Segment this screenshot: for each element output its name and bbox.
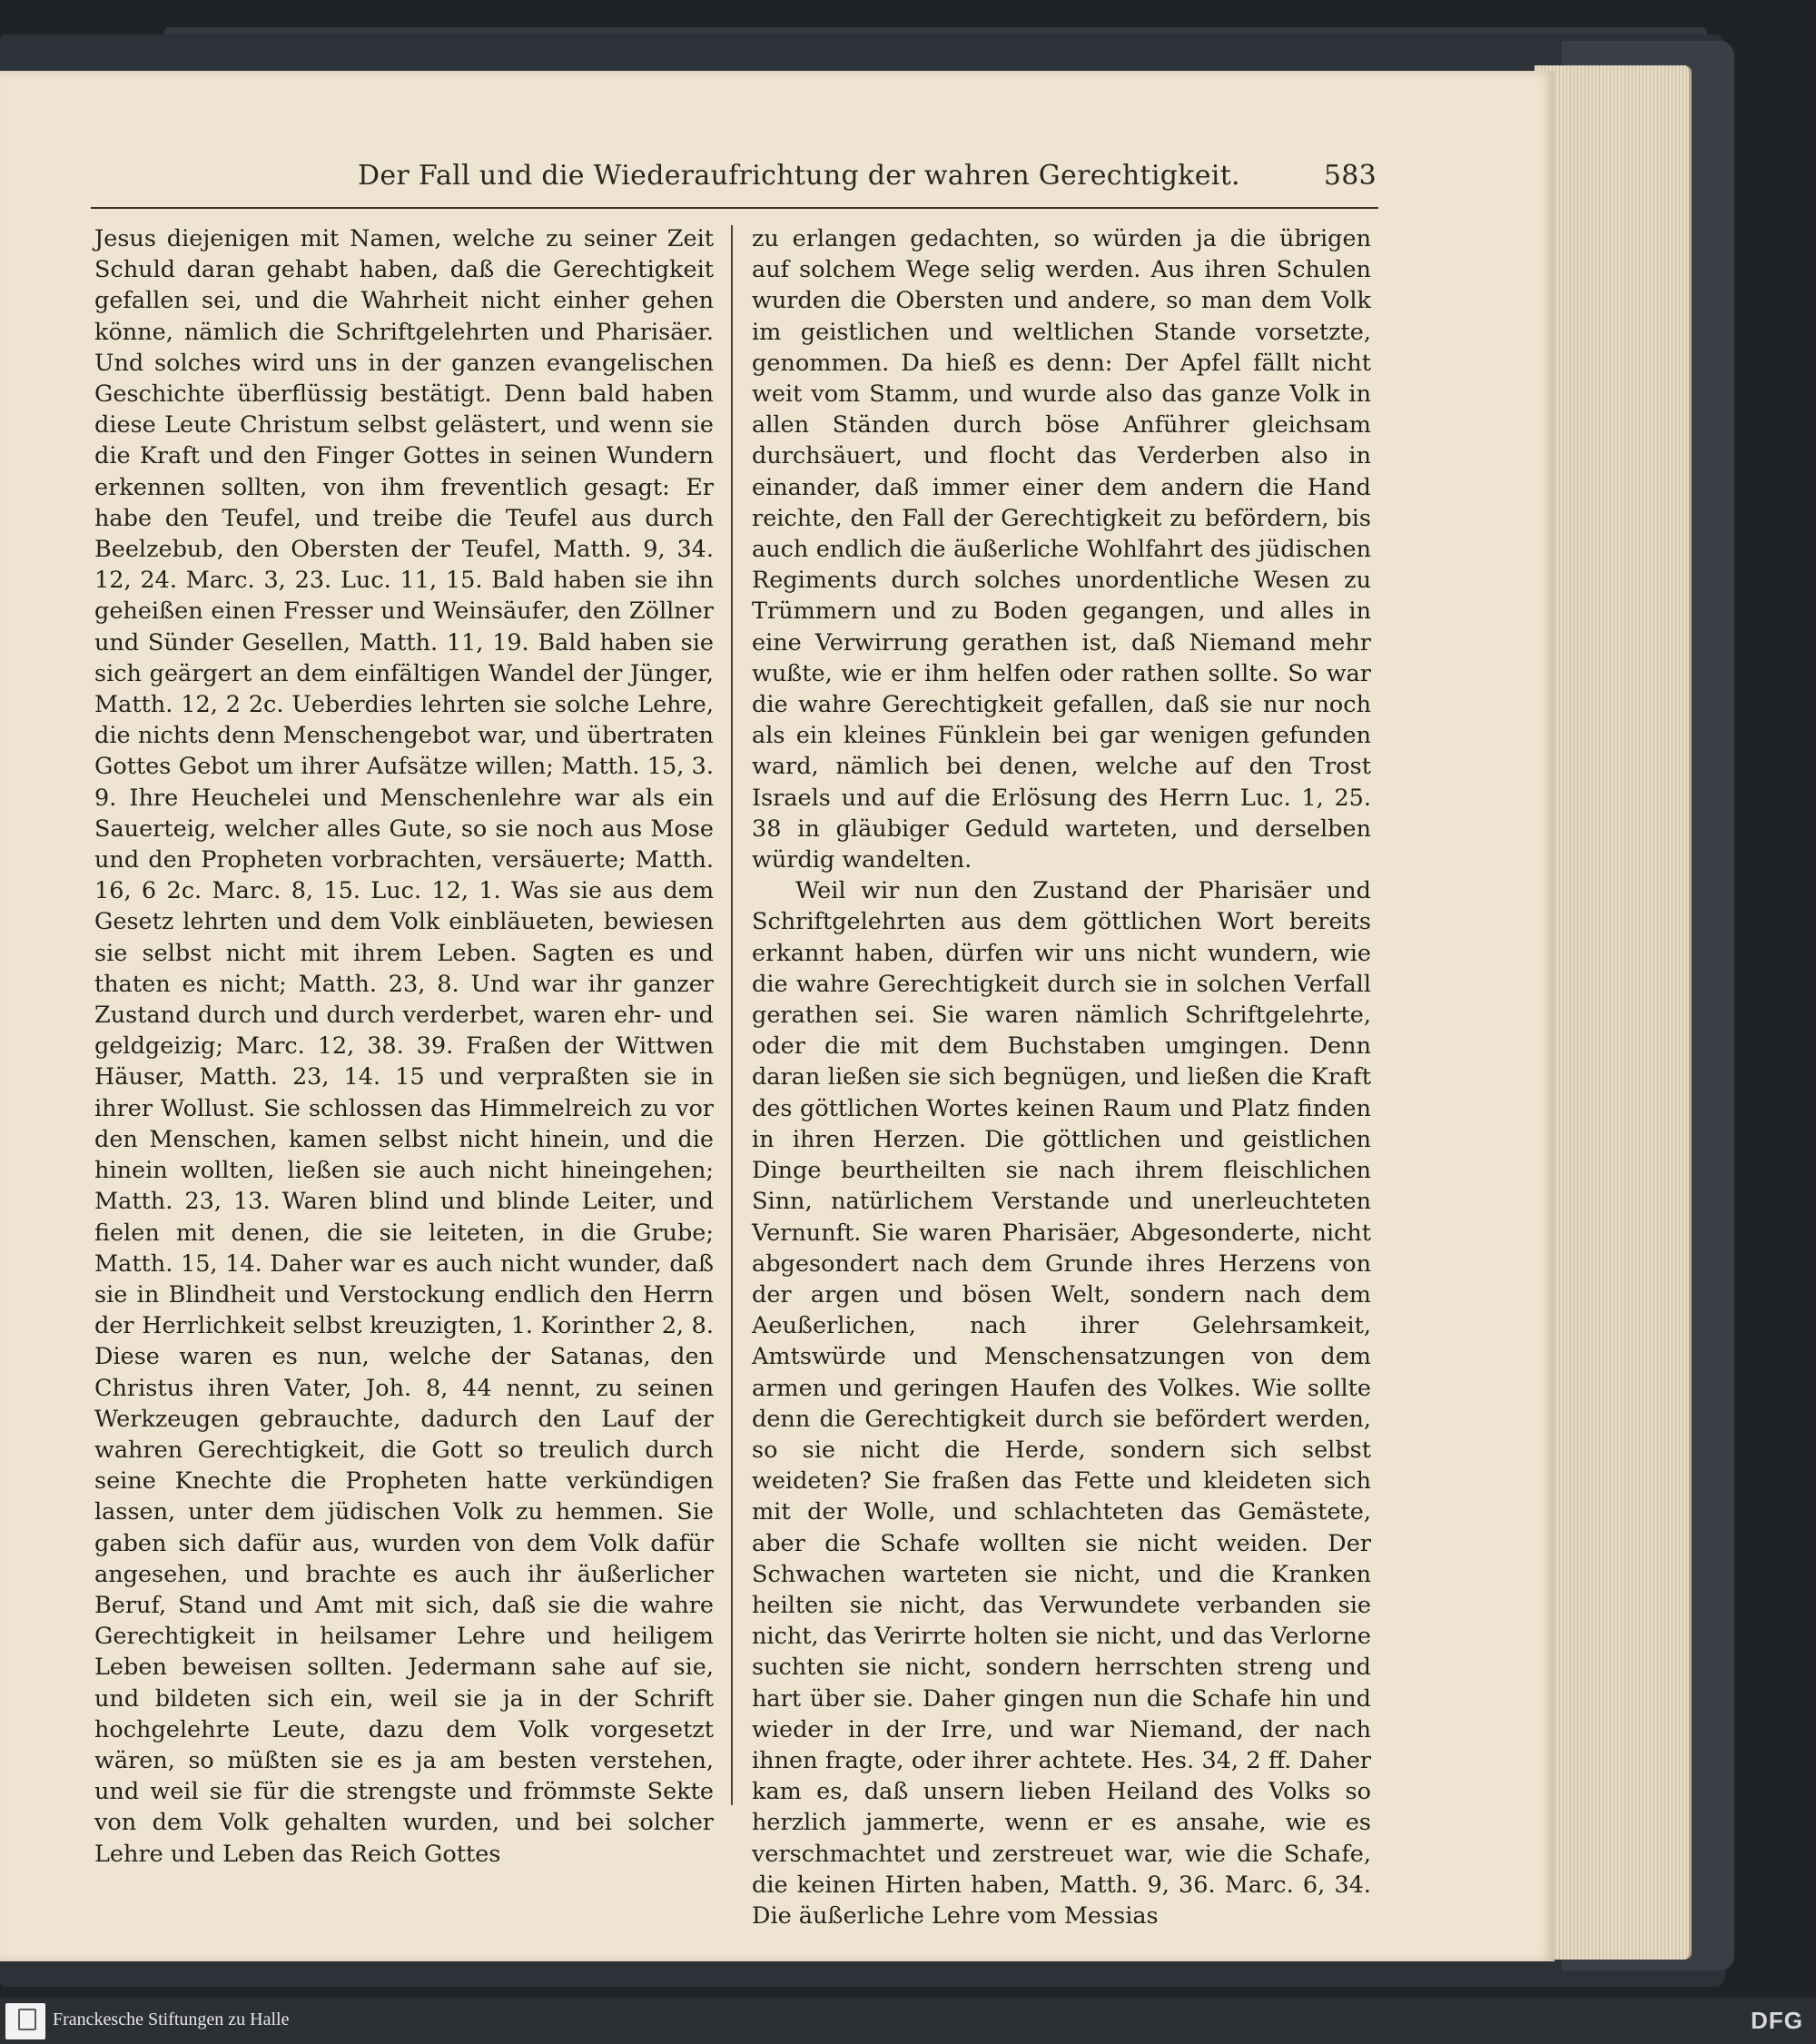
institution-label[interactable]: Franckesche Stiftungen zu Halle [53,2009,290,2029]
left-column [94,223,714,1870]
dfg-logo[interactable]: DFG [1751,2007,1803,2034]
viewer-footer-bar [0,1998,1816,2044]
paragraph: Jesus diejenigen mit Namen, welche zu seiner Zeit Schuld daran gehabt haben, daß die Gerechtigkeit gefallen sei, und die Wahrheit nicht einher gehen könne, nämlich die Schriftgelehrten und Pharisäer. Und solches wird uns in der ganzen evangelischen Geschichte überflüssig bestätigt. Denn bald haben diese Leute Christum selbst gelästert, und wenn sie die Kraft und den Finger Gottes in seinen Wundern erkennen sollten, von ihm freventlich gesagt: Er habe den Teufel, und treibe die Teufel aus durch Beelzebub, den Obersten der Teufel, Matth. 9, 34. 12, 24. Marc. 3, 23. Luc. 11, 15. Bald haben sie ihn geheißen einen Fresser und Weinsäufer, den Zöllner und Sünder Gesellen, Matth. 11, 19. Bald haben sie sich geärgert an dem einfältigen Wandel der Jünger, Matth. 12, 2 2c. Ueberdies lehrten sie solche Lehre, die nichts denn Menschengebot war, und übertraten Gottes Gebot um ihrer Aufsätze willen; Matth. 15, 3. 9. Ihre Heuchelei und Menschenlehre war als ein Sauerteig, welcher alles Gute, so sie noch aus Mose und den Propheten vorbrachten, versäuerte; Matth. 16, 6 2c. Marc. 8, 15. Luc. 12, 1. Was sie aus dem Gesetz lehrten und dem Volk einbläueten, bewiesen sie selbst nicht mit ihrem Leben. Sagten es und thaten es nicht; Matth. 23, 8. Und war ihr ganzer Zustand durch und durch verderbet, waren ehr- und geldgeizig; Marc. 12, 38. 39. Fraßen der Wittwen Häuser, Matth. 23, 14. 15 und verpraßten sie in ihrer Wollust. Sie schlossen das Himmelreich zu vor den Menschen, kamen selbst nicht hinein, und die hinein wollten, ließen sie auch nicht hineingehen; Matth. 23, 13. Waren blind und blinde Leiter, und fielen mit denen, die sie leiteten, in die Grube; Matth. 15, 14. Daher war es auch nicht wunder, daß sie in Blindheit und Verstockung endlich den Herrn der Herrlichkeit selbst kreuzigten, 1. Korinther 2, 8. Diese waren es nun, welche der Satanas, den Christus ihren Vater, Joh. 8, 44 nennt, zu seinen Werkzeugen gebrauchte, dadurch den Lauf der wahren Gerechtigkeit, die Gott so treulich durch seine Knechte die Propheten hatte verkündigen lassen, unter dem jüdischen Volk zu hemmen. Sie gaben sich dafür aus, wurden von dem Volk dafür angesehen, und brachte es auch ihr äußerlicher Beruf, Stand und Amt mit sich, daß sie die wahre Gerechtigkeit in heilsamer Lehre und heiligem Leben beweisen sollten. Jedermann sahe auf sie, und bildeten sich ein, weil sie ja in der Schrift hochgelehrte Leute, dazu dem Volk vorgesetzt wären, so müßten sie es ja am besten verstehen, und weil sie für die strengste und frömmste Sekte von dem Volk gehalten wurden, und bei solcher Lehre und Leben das Reich Gottes [94,225,714,1868]
right-column [752,223,1371,1931]
paragraph: Weil wir nun den Zustand der Pharisäer und Schriftgelehrten aus dem göttlichen Wort bereits erkannt haben, dürfen wir uns nicht wundern, wie die wahre Gerechtigkeit durch sie in solchen Verfall gerathen sei. Sie waren nämlich Schriftgelehrte, oder die mit dem Buchstaben umgingen. Denn daran ließen sie sich begnügen, und ließen die Kraft des göttlichen Wortes keinen Raum und Platz finden in ihren Herzen. Die göttlichen und geistlichen Dinge beurtheilten sie nach ihrem fleischlichen Sinn, natürlichem Verstande und unerleuchteten Vernunft. Sie waren Pharisäer, Abgesonderte, nicht abgesondert nach dem Grunde ihres Herzens von der argen und bösen Welt, sondern nach dem Aeußerlichen, nach ihrer Gelehrsamkeit, Amtswürde und Menschensatzungen von dem armen und geringen Haufen des Volkes. Wie sollte denn die Gerechtigkeit durch sie befördert werden, so sie nicht die Herde, sondern sich selbst weideten? Sie fraßen das Fette und kleideten sich mit der Wolle, und schlachteten das Gemästete, aber die Schafe wollten sie nicht weiden. Der Schwachen warteten sie nicht, und die Kranken heilten sie nicht, das Verwundete verbanden sie nicht, das Verirrte holten sie nicht, und das Verlorne suchten sie nicht, sondern herrschten streng und hart über sie. Daher gingen nun die Schafe hin und wieder in der Irre, und war Niemand, der nach ihnen fragte, oder ihrer achtete. Hes. 34, 2 ff. Daher kam es, daß unsern lieben Heiland des Volks so herzlich jammerte, wenn er es ansahe, wie es verschmachtet und zerstreuet war, wie die Schafe, die keinen Hirten haben, Matth. 9, 36. Marc. 6, 34. Die äußerliche Lehre vom Messias [752,877,1371,1930]
page-number: 583 [1323,160,1377,192]
paragraph: zu erlangen gedachten, so würden ja die übrigen auf solchem Wege selig werden. Aus ihren Schulen wurden die Obersten und andere, so man dem Volk im geistlichen und weltlichen Stande vorsetzte, genommen. Da hieß es denn: Der Apfel fällt nicht weit vom Stamm, und wurde also das ganze Volk in allen Ständen durch böse Anführer gleichsam durchsäuert, und flocht das Verderben also in einander, daß immer einer dem andern die Hand reichte, den Fall der Gerechtigkeit zu befördern, bis auch endlich die äußerliche Wohlfahrt des jüdischen Regiments durch solches unordentliche Wesen zu Trümmern und zu Boden gegangen, und alles in eine Verwirrung gerathen ist, daß Niemand mehr wußte, wie er ihm helfen oder rathen sollte. So war die wahre Gerechtigkeit gefallen, daß sie nur noch als ein kleines Fünklein bei gar wenigen gefunden ward, nämlich bei denen, welche auf den Trost Israels und auf die Erlösung des Herrn Luc. 1, 25. 38 in gläubiger Geduld warteten, und derselben würdig wandelten. [752,225,1371,874]
page-stack-edge [1535,65,1692,1960]
header-rule [91,207,1378,209]
running-head-title: Der Fall und die Wiederaufrichtung der wahren Gerechtigkeit. [358,160,1240,192]
franckesche-stiftungen-logo-icon[interactable] [5,2003,45,2039]
column-divider [731,225,733,1805]
